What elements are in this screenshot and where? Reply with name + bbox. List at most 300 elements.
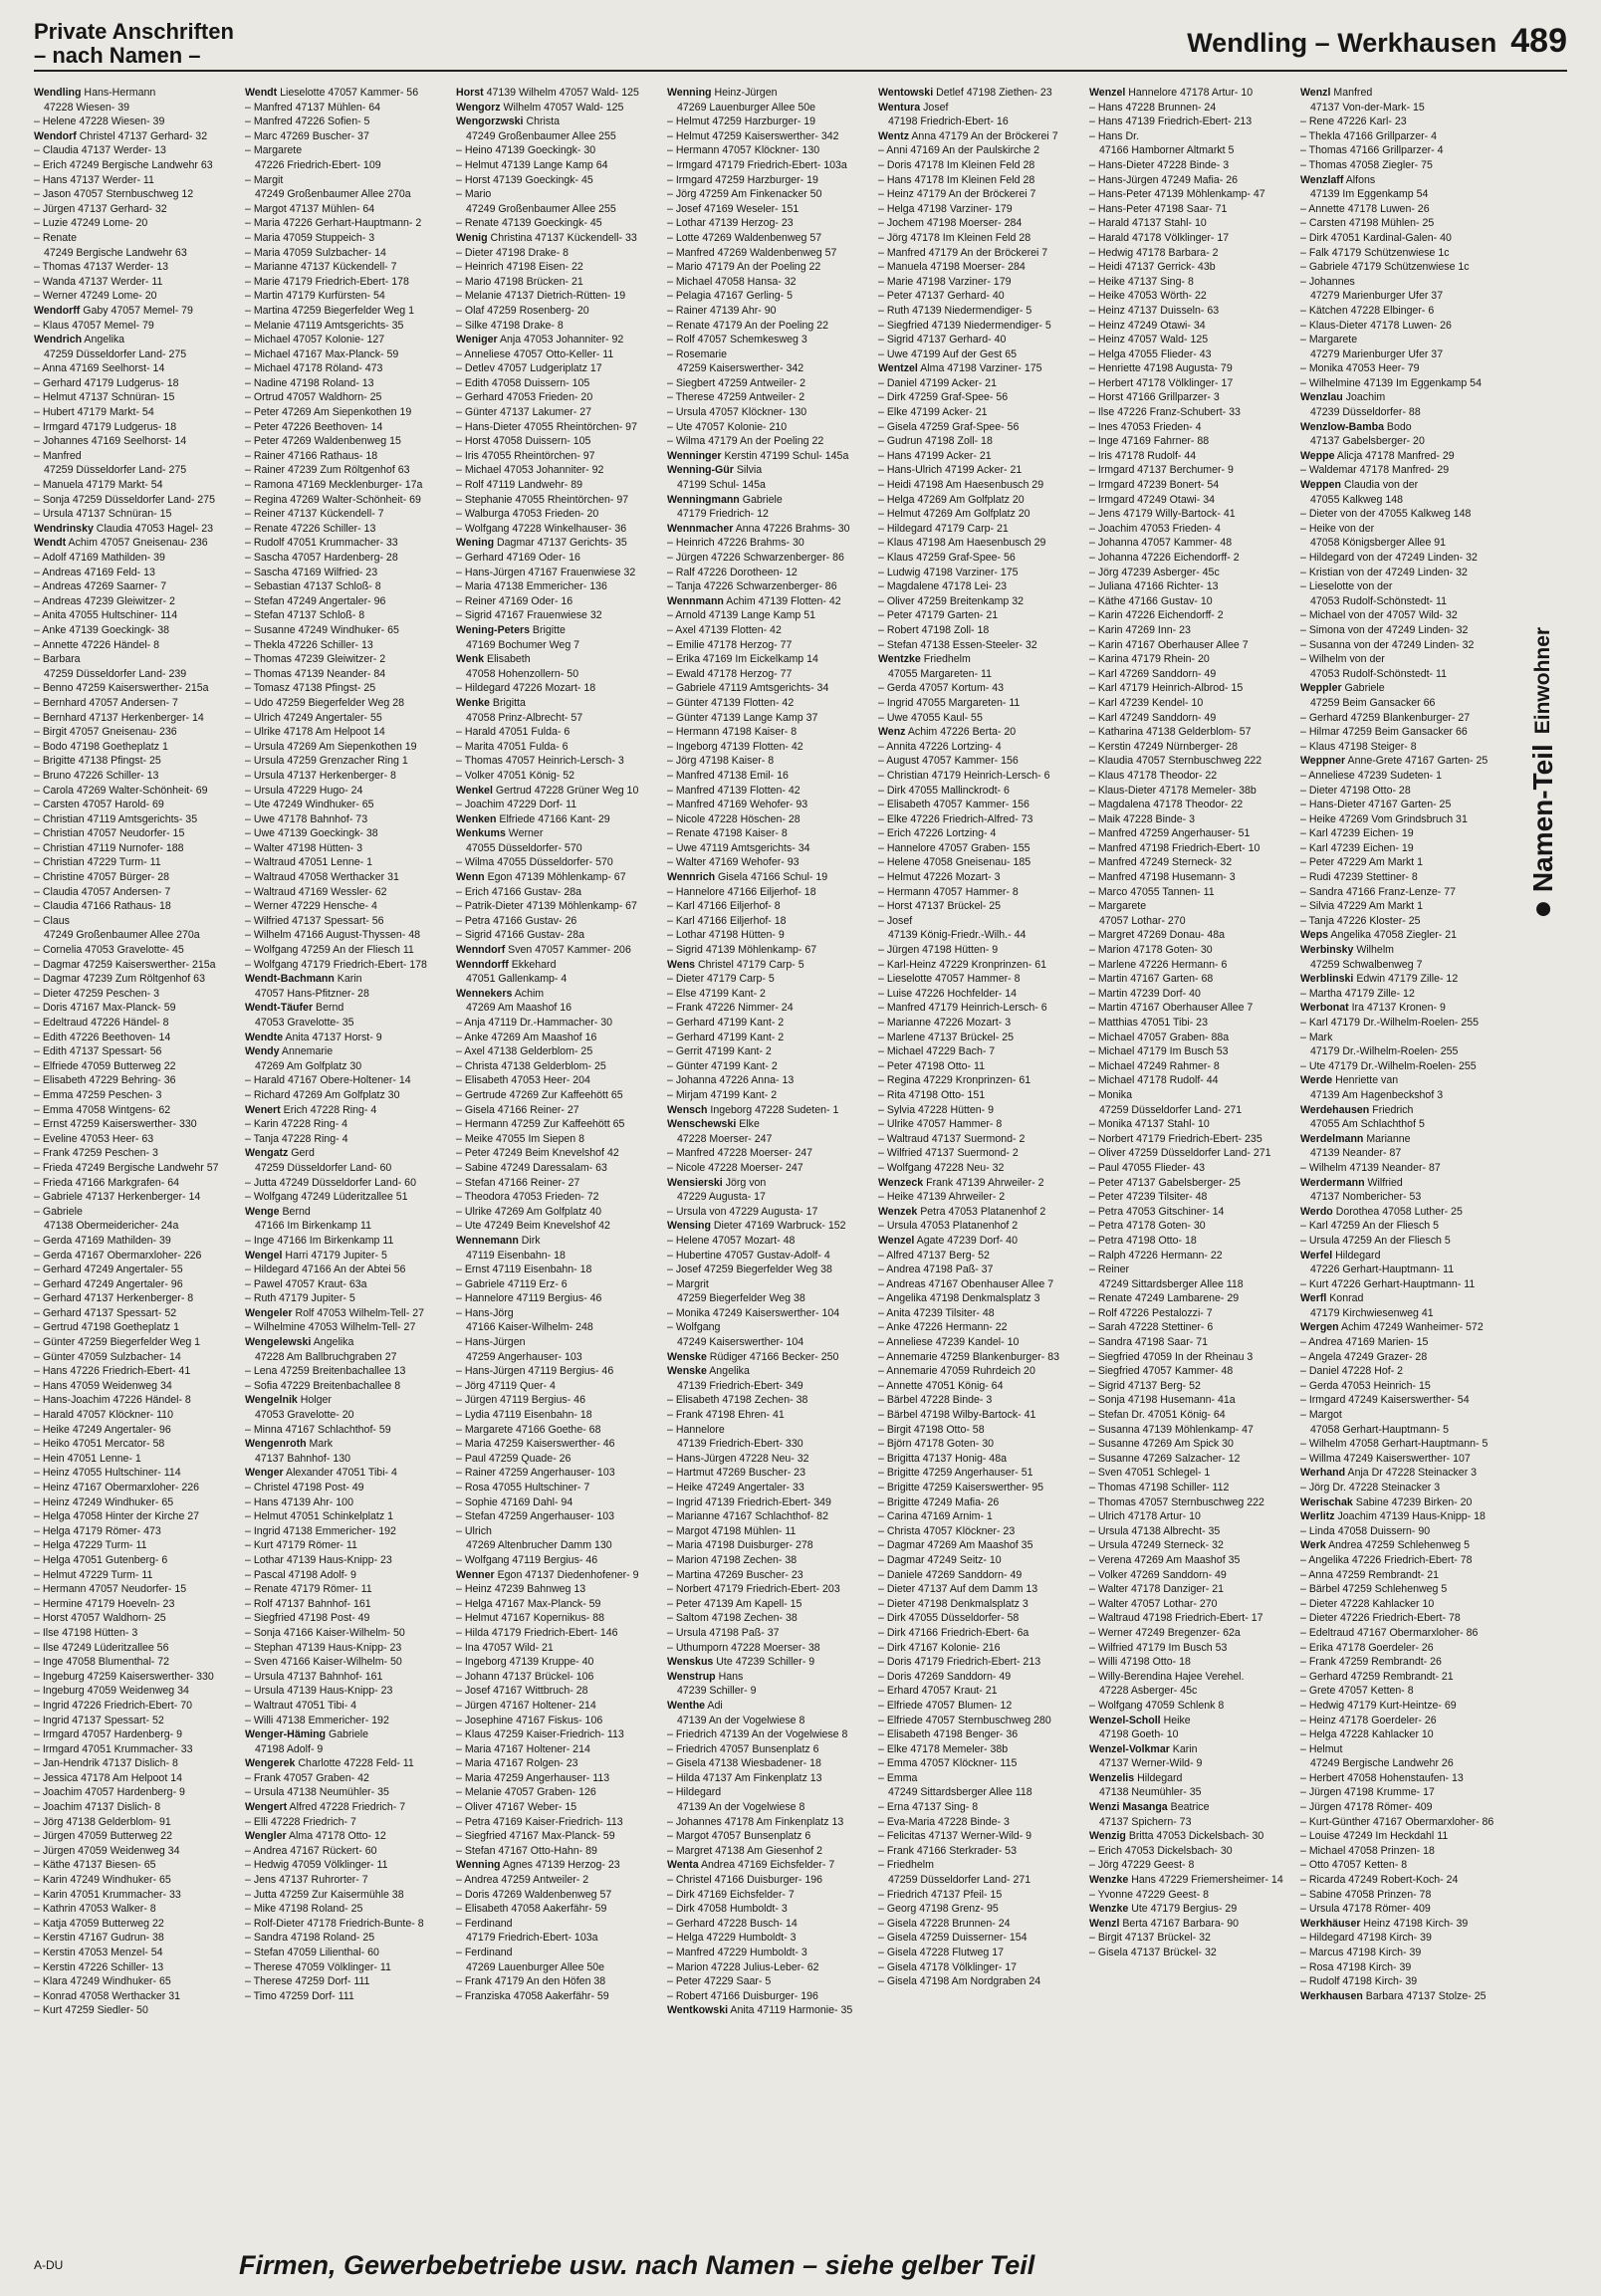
directory-entry (667, 319, 828, 334)
directory-entry (878, 551, 1029, 566)
entry-details: – Michael von der 47057 Wild- 32 (1300, 609, 1458, 622)
entry-details: – Edeltraud 47167 Obermarxloher- 86 (1300, 1626, 1479, 1639)
entry-details: – Margit (245, 173, 284, 186)
directory-entry (878, 493, 1029, 508)
entry-details: – Hans-Jürgen 47228 Neu- 32 (667, 1452, 809, 1465)
entry-details: – Gisela 47198 Am Nordgraben 24 (878, 1975, 1041, 1988)
entry-details: – Walter 47169 Wehofer- 93 (667, 856, 800, 869)
entry-details: – Jürgen 47198 Hütten- 9 (878, 944, 999, 957)
entry-details: – Wolfgang (667, 1321, 721, 1334)
entry-surname: Wendt-Täufer (245, 1002, 314, 1015)
directory-entry (878, 1335, 1029, 1350)
directory-entry (878, 1263, 1029, 1277)
directory-entry (34, 463, 185, 478)
directory-entry (878, 275, 1029, 290)
directory-entry (34, 1727, 185, 1742)
directory-entry (878, 972, 1029, 987)
entry-details: – Anna 47259 Rembrandt- 21 (1300, 1568, 1439, 1581)
entry-surname: Wennmann (667, 594, 724, 607)
entry-details: Josef (920, 101, 949, 114)
entry-details: – Ingeburg 47059 Weidenweg 34 (34, 1685, 189, 1698)
entry-details: – Dirk 47167 Kolonie- 216 (878, 1641, 1001, 1654)
entry-surname: Wenzelis (1089, 1771, 1135, 1784)
directory-entry (667, 1132, 818, 1147)
entry-details: – Irmgard 47051 Krummacher- 33 (34, 1742, 193, 1755)
directory-entry (1089, 870, 1241, 885)
directory-entry (1300, 260, 1470, 275)
directory-entry (1300, 1117, 1452, 1132)
entry-details: – Wilhelmine 47139 Im Eggenkamp 54 (1300, 376, 1482, 389)
entry-details: – Ferdinand (456, 1917, 513, 1930)
entry-details: – Willy-Berendina Hajee Verehel. (1089, 1670, 1245, 1683)
directory-entry (1089, 1117, 1241, 1132)
entry-details: – Hermann 47259 Zur Kaffeehött 65 (456, 1118, 625, 1131)
directory-entry (245, 319, 404, 334)
directory-entry (667, 1946, 818, 1960)
entry-details: – Mario 47198 Brücken- 21 (456, 275, 583, 288)
directory-entry (1300, 1626, 1479, 1641)
entry-details: Christa (523, 115, 560, 128)
entry-details: – Frank 47259 Rembrandt- 26 (1300, 1656, 1442, 1669)
entry-details: – Ursula 47249 Sterneck- 32 (1089, 1539, 1224, 1552)
directory-entry (667, 1205, 818, 1220)
directory-entry (1089, 1815, 1241, 1830)
entry-details: Angelika 47058 Ziegler- 21 (1328, 929, 1458, 942)
directory-entry (1300, 101, 1452, 115)
directory-entry (667, 855, 818, 870)
entry-details: – Andrea 47198 Paß- 37 (878, 1263, 994, 1276)
directory-entry (878, 1509, 1029, 1524)
entry-details: – Willi 47198 Otto- 18 (1089, 1656, 1191, 1669)
entry-details: – Klaus 47198 Am Haesenbusch 29 (878, 537, 1046, 550)
directory-entry (878, 1161, 1029, 1176)
entry-details: 47166 Kaiser-Wilhelm- 248 (466, 1321, 593, 1334)
directory-entry (1089, 1452, 1241, 1467)
entry-details: – Renate 47179 An der Poeling 22 (667, 319, 828, 332)
entry-details: 47249 Bergische Landwehr 63 (44, 246, 187, 259)
directory-entry (1089, 493, 1241, 508)
entry-details: – Birgit 47057 Gneisenau- 236 (34, 726, 177, 739)
directory-entry (245, 1306, 424, 1321)
entry-details: – Walter 47178 Danziger- 21 (1089, 1583, 1225, 1596)
directory-entry (456, 1568, 639, 1583)
entry-details: – Jutta 47249 Düsseldorfer Land- 60 (245, 1176, 416, 1189)
directory-entry (1300, 216, 1452, 231)
directory-entry (245, 333, 396, 347)
directory-entry (456, 1699, 607, 1714)
directory-entry (878, 1393, 1029, 1408)
entry-details: – Günter 47137 Lakumer- 27 (456, 406, 592, 419)
directory-entry (245, 1495, 396, 1510)
directory-entry (878, 304, 1032, 319)
entry-details: – Ernst 47119 Eisenbahn- 18 (456, 1263, 592, 1276)
entry-details: – Kätchen 47228 Elbinger- 6 (1300, 304, 1435, 317)
entry-details: – Werner 47229 Hensche- 4 (245, 900, 377, 913)
directory-entry (667, 1655, 818, 1670)
directory-entry (1089, 1611, 1263, 1626)
directory-entry (667, 158, 847, 173)
directory-entry (667, 958, 818, 973)
directory-entry (667, 1641, 818, 1656)
directory-entry (34, 1335, 201, 1350)
directory-entry (1089, 1931, 1241, 1946)
entry-details: – Klaus 47259 Kaiser-Friedrich- 113 (456, 1728, 624, 1741)
directory-entry (1089, 1714, 1241, 1728)
directory-entry (245, 390, 396, 405)
directory-entry (667, 1379, 818, 1394)
directory-entry (245, 1902, 396, 1917)
entry-details: – Frank 47166 Sterkrader- 53 (878, 1844, 1017, 1857)
directory-entry (34, 1001, 185, 1016)
entry-details: – Manfred 47179 An der Bröckerei 7 (878, 246, 1048, 259)
entry-details: – Tomasz 47138 Pfingst- 25 (245, 682, 376, 695)
entry-surname: Wensierski (667, 1176, 723, 1189)
entry-details: – Henriette 47198 Augusta- 79 (1089, 362, 1233, 375)
directory-entry (878, 1829, 1032, 1844)
entry-details: – Kurt 47179 Römer- 11 (245, 1539, 357, 1552)
directory-entry (34, 667, 185, 682)
directory-entry (667, 1699, 818, 1714)
entry-details: – Lieselotte 47057 Hammer- 8 (878, 973, 1021, 986)
directory-entry (34, 1495, 185, 1510)
entry-details: – Ferdinand (456, 1947, 513, 1958)
entry-details: – Rolf 47057 Schemkesweg 3 (667, 334, 807, 346)
entry-details: – Horst 47057 Waldhorn- 25 (34, 1612, 166, 1625)
entry-details: – Edith 47137 Spessart- 56 (34, 1045, 162, 1058)
entry-details: 47055 Am Schlachthof 5 (1310, 1118, 1425, 1131)
entry-details: Berta 47167 Barbara- 90 (1119, 1917, 1239, 1930)
entry-surname: Wengelewski (245, 1336, 312, 1349)
directory-entry (1300, 202, 1452, 217)
entry-details: – Johannes 47169 Seelhorst- 14 (34, 435, 187, 448)
directory-entry (1089, 405, 1241, 420)
entry-surname: Wenzel-Volkmar (1089, 1742, 1170, 1755)
entry-surname: Wenndorf (456, 944, 506, 957)
directory-entry (1300, 1756, 1452, 1771)
entry-surname: Wendy (245, 1045, 280, 1058)
entry-details: – Sigrid 47167 Frauenwiese 32 (456, 609, 602, 622)
directory-entry (1300, 972, 1459, 987)
entry-details: Gisela 47166 Schul- 19 (715, 871, 828, 884)
directory-entry (34, 551, 185, 566)
directory-entry (245, 1714, 396, 1728)
entry-details: – Erika 47178 Goerdeler- 26 (1300, 1641, 1434, 1654)
entry-details: – Eva-Maria 47228 Binde- 3 (878, 1815, 1010, 1828)
entry-details: – Marion 47228 Julius-Leber- 62 (667, 1960, 819, 1973)
directory-entry (245, 667, 396, 682)
entry-details: – Maria 47167 Holtener- 214 (456, 1742, 590, 1755)
directory-entry (667, 826, 818, 841)
entry-details: Egon 47137 Diedenhofener- 9 (494, 1568, 639, 1581)
entry-surname: Wenzig (1089, 1830, 1126, 1843)
entry-details: – Siegfried 47059 In der Rheinau 3 (1089, 1350, 1254, 1363)
directory-entry (34, 855, 185, 870)
directory-entry (245, 275, 409, 290)
entry-details: – Jochem 47198 Moerser- 284 (878, 217, 1023, 230)
directory-entry (245, 1088, 400, 1103)
entry-details: – Andrea 47169 Marien- 15 (1300, 1336, 1429, 1349)
entry-details: – Maik 47228 Binde- 3 (1089, 812, 1196, 825)
entry-details: – Uwe 47139 Goeckingk- 38 (245, 827, 378, 840)
entry-details: – Josef 47167 Wittbruch- 28 (456, 1685, 588, 1698)
entry-details: – Margot 47057 Bunsenplatz 6 (667, 1830, 811, 1843)
entry-details: – Hildegard 47198 Kirch- 39 (1300, 1932, 1432, 1945)
entry-details: 47249 Großenbaumer Allee 270a (255, 188, 411, 201)
entry-details: – Frank 47226 Nimmer- 24 (667, 1002, 794, 1015)
entry-details: 47259 Beim Gansacker 66 (1310, 696, 1436, 709)
directory-entry (245, 855, 396, 870)
directory-entry (1300, 420, 1452, 435)
entry-details: Karin (334, 973, 362, 986)
directory-entry (456, 347, 614, 362)
entry-details: – Peter 47229 Saar- 5 (667, 1975, 772, 1988)
directory-entry (878, 885, 1029, 900)
entry-details: – Melanie 47119 Amtsgerichts- 35 (245, 319, 404, 332)
directory-entry (878, 667, 1029, 682)
entry-details: – Iris 47055 Rheintörchen- 97 (456, 449, 595, 462)
entry-details: – Hans 47139 Ahr- 100 (245, 1495, 353, 1508)
directory-entry (456, 1249, 607, 1263)
entry-details: 47137 Werner-Wild- 9 (1099, 1757, 1203, 1770)
entry-details: – Manfred 47198 Husemann- 3 (1089, 871, 1236, 884)
directory-entry (667, 1597, 818, 1612)
entry-details: – Margret 47269 Donau- 48a (1089, 929, 1226, 942)
entry-details: – Hannelore 47057 Graben- 155 (878, 841, 1030, 854)
entry-details: – Rolf 47137 Bahnhof- 161 (245, 1597, 371, 1610)
section-heading-line1: Private Anschriften (34, 19, 234, 44)
entry-details: – Heike 47269 Vom Grindsbruch 31 (1300, 812, 1468, 825)
entry-details: – Helmut 47226 Mozart- 3 (878, 871, 1001, 884)
entry-details: – Ursula 47259 Grenzacher Ring 1 (245, 755, 408, 768)
directory-entry (1300, 1902, 1452, 1917)
entry-details: – Stephanie 47055 Rheintörchen- 97 (456, 493, 629, 506)
directory-entry (34, 143, 185, 158)
entry-details: – Carola 47269 Walter-Schönheit- 69 (34, 784, 208, 797)
directory-entry (34, 1379, 185, 1394)
directory-entry (1300, 623, 1469, 638)
entry-surname: Wennrich (667, 871, 716, 884)
entry-details: – Rudolf 47051 Krummacher- 33 (245, 537, 398, 550)
directory-entry (667, 1917, 818, 1932)
directory-entry (245, 681, 396, 696)
entry-details: – Willma 47249 Kaiserswerther- 107 (1300, 1452, 1471, 1465)
entry-details: – Ursula von 47229 Augusta- 17 (667, 1205, 818, 1218)
directory-entry (456, 115, 607, 129)
entry-details: – Michael 47057 Kolonie- 127 (245, 334, 385, 346)
directory-entry (667, 972, 818, 987)
entry-details: – Walburga 47053 Frieden- 20 (456, 508, 599, 521)
directory-entry (667, 376, 818, 391)
directory-entry (34, 1597, 185, 1612)
entry-details: – Friedrich 47139 An der Vogelwiese 8 (667, 1728, 848, 1741)
entry-details: Hans (715, 1670, 744, 1683)
directory-entry (1089, 798, 1244, 812)
directory-entry (1089, 958, 1241, 973)
entry-details: – Sigrid 47139 Möhlenkamp- 67 (667, 944, 817, 957)
directory-entry (1300, 1641, 1452, 1656)
directory-entry (1089, 1306, 1241, 1321)
directory-entry (456, 319, 607, 334)
directory-entry (1089, 1277, 1244, 1292)
entry-details: – Uwe 47055 Kaul- 55 (878, 711, 983, 724)
entry-details: – Klaus 47057 Memel- 79 (34, 319, 154, 332)
entry-details: – Walter 47198 Hütten- 3 (245, 841, 362, 854)
entry-details: – Jürgen 47059 Weidenweg 34 (34, 1844, 180, 1857)
directory-entry (1300, 1785, 1452, 1800)
directory-entry (34, 1393, 191, 1408)
entry-details: – Waldemar 47178 Manfred- 29 (1300, 464, 1450, 477)
entry-surname: Wenig (456, 231, 488, 244)
directory-entry (878, 1132, 1029, 1147)
directory-entry (878, 1974, 1041, 1989)
entry-details: – Hedwig 47059 Völklinger- 11 (245, 1859, 388, 1872)
entry-details: – Josef 47259 Biegerfelder Weg 38 (667, 1263, 832, 1276)
entry-details: – Lothar 47139 Haus-Knipp- 23 (245, 1553, 392, 1566)
directory-entry (34, 1016, 185, 1031)
entry-details: – Martha 47179 Zille- 12 (1300, 987, 1415, 1000)
directory-entry (34, 652, 185, 667)
directory-entry (667, 434, 824, 449)
entry-details: – Oliver 47167 Weber- 15 (456, 1801, 577, 1814)
directory-entry (1089, 812, 1241, 827)
directory-entry (245, 1408, 396, 1423)
entry-details: Mark (306, 1438, 334, 1451)
entry-details: – Erich 47166 Gustav- 28a (456, 885, 582, 898)
entry-details: – Birgit 47198 Otto- 58 (878, 1423, 985, 1436)
entry-details: – Sascha 47169 Wilfried- 23 (245, 566, 378, 578)
directory-entry (1089, 1641, 1241, 1656)
entry-details: – Wolfgang 47259 An der Fliesch 11 (245, 944, 414, 957)
directory-entry (245, 536, 396, 551)
entry-details: – Hans-Dieter 47167 Garten- 25 (1300, 799, 1452, 811)
entry-details: – Lena 47259 Breitenbachallee 13 (245, 1365, 406, 1378)
entry-details: – Christian 47229 Turm- 11 (34, 856, 161, 869)
entry-details: – Melanie 47057 Graben- 126 (456, 1786, 596, 1799)
entry-details: – Richard 47269 Am Golfplatz 30 (245, 1088, 400, 1101)
directory-entry (878, 870, 1029, 885)
entry-details: 47269 Am Golfplatz 30 (255, 1059, 362, 1072)
entry-details: – Elisabeth 47229 Behring- 36 (34, 1074, 176, 1087)
entry-details: – Simona von der 47249 Linden- 32 (1300, 623, 1469, 636)
entry-details: 47228 Wiesen- 39 (44, 101, 129, 114)
entry-details: – Siegfried 47139 Niedermendiger- 5 (878, 319, 1051, 332)
entry-details: 47169 Bochumer Weg 7 (466, 638, 580, 651)
directory-entry (667, 1234, 818, 1249)
directory-entry (34, 434, 185, 449)
directory-entry (456, 202, 616, 217)
directory-entry (878, 638, 1037, 653)
directory-entry (878, 1611, 1029, 1626)
entry-details: – Siegfried 47057 Kammer- 48 (1089, 1365, 1234, 1378)
directory-entry (1089, 304, 1241, 319)
directory-entry (1300, 1727, 1452, 1742)
directory-entry (878, 1946, 1029, 1960)
directory-entry (1300, 1597, 1452, 1612)
entry-details: – Rudolf 47198 Kirch- 39 (1300, 1975, 1418, 1988)
directory-entry (245, 347, 399, 362)
directory-entry (456, 958, 607, 973)
directory-entry (34, 86, 185, 101)
entry-details: – Erhard 47057 Kraut- 21 (878, 1685, 998, 1698)
entry-details: – Sigrid 47137 Gerhard- 40 (878, 334, 1007, 346)
entry-details: – Hedwig 47178 Barbara- 2 (1089, 246, 1219, 259)
entry-details: – Mark (1300, 1031, 1333, 1043)
directory-entry (1300, 1205, 1463, 1220)
entry-details: Ekkehard (508, 958, 557, 971)
entry-details: – Helmut 47139 Lange Kamp 64 (456, 158, 608, 171)
directory-entry (878, 958, 1047, 973)
directory-entry (245, 216, 422, 231)
directory-entry (456, 1553, 607, 1568)
directory-entry (667, 1481, 818, 1495)
entry-details: – Franziska 47058 Aakerfähr- 59 (456, 1989, 609, 2002)
side-tab (1523, 626, 1563, 906)
entry-details: – Gisela 47259 Duisserner- 154 (878, 1932, 1028, 1945)
entry-details: Friedrich (1369, 1103, 1414, 1116)
entry-details: – Marianne 47226 Mozart- 3 (878, 1017, 1012, 1029)
entry-details: – Hans Dr. (1089, 129, 1140, 142)
entry-details: Claudia von der (1341, 479, 1419, 492)
entry-details: – Else 47199 Kant- 2 (667, 987, 766, 1000)
directory-entry (456, 376, 607, 391)
entry-details: – Sabine 47058 Prinzen- 78 (1300, 1888, 1432, 1901)
directory-entry (667, 216, 818, 231)
directory-entry (878, 1306, 1029, 1321)
entry-details: – Barbara (34, 653, 81, 666)
directory-entry (245, 1655, 402, 1670)
entry-details: – Bärbel 47228 Binde- 3 (878, 1394, 993, 1407)
entry-surname: Wenskus (667, 1656, 714, 1669)
directory-entry (456, 420, 637, 435)
directory-entry (878, 333, 1029, 347)
directory-entry (456, 1423, 607, 1438)
entry-details: – Hedwig 47179 Kurt-Heintze- 69 (1300, 1699, 1457, 1712)
entry-details: Gertrud 47228 Grüner Weg 10 (492, 784, 639, 797)
directory-entry (1089, 1727, 1241, 1742)
entry-details: – Hermann 47057 Neudorfer- 15 (34, 1583, 187, 1596)
directory-entry (878, 463, 1029, 478)
directory-entry (456, 987, 607, 1002)
directory-entry (34, 1176, 185, 1191)
entry-details: – Wilhelmine 47053 Wilhelm-Tell- 27 (245, 1321, 416, 1334)
entry-details: – Karl 47179 Dr.-Wilhelm-Roelen- 255 (1300, 1017, 1479, 1029)
entry-details: – Konrad 47058 Werthacker 31 (34, 1989, 181, 2002)
entry-details: – Martin 47179 Kurfürsten- 54 (245, 290, 385, 303)
entry-details: – Josephine 47167 Fiskus- 106 (456, 1714, 603, 1726)
directory-entry (1089, 623, 1241, 638)
directory-entry (878, 1001, 1047, 1016)
entry-surname: Wenge (245, 1205, 280, 1218)
directory-entry (34, 158, 213, 173)
directory-entry (1089, 143, 1241, 158)
entry-details: – Käthe 47137 Biesen- 65 (34, 1859, 156, 1872)
entry-details: – Josef 47169 Weseler- 151 (667, 202, 800, 215)
entry-details: – Edith 47058 Duissern- 105 (456, 376, 590, 389)
directory-entry (245, 1960, 396, 1975)
entry-surname: Wentzel (878, 362, 918, 375)
directory-entry (667, 1829, 818, 1844)
directory-entry (667, 1785, 818, 1800)
entry-details: Bodo (1383, 420, 1412, 433)
entry-details: – Elisabeth 47198 Benger- 36 (878, 1728, 1019, 1741)
directory-entry (667, 1815, 844, 1830)
directory-entry (245, 870, 399, 885)
directory-entry (34, 594, 185, 609)
directory-entry (245, 1393, 396, 1408)
entry-details: – Gabriele 47179 Schützenwiese 1c (1300, 261, 1470, 274)
directory-entry (667, 1219, 846, 1234)
entry-details: – Hans-Jörg (456, 1306, 514, 1319)
